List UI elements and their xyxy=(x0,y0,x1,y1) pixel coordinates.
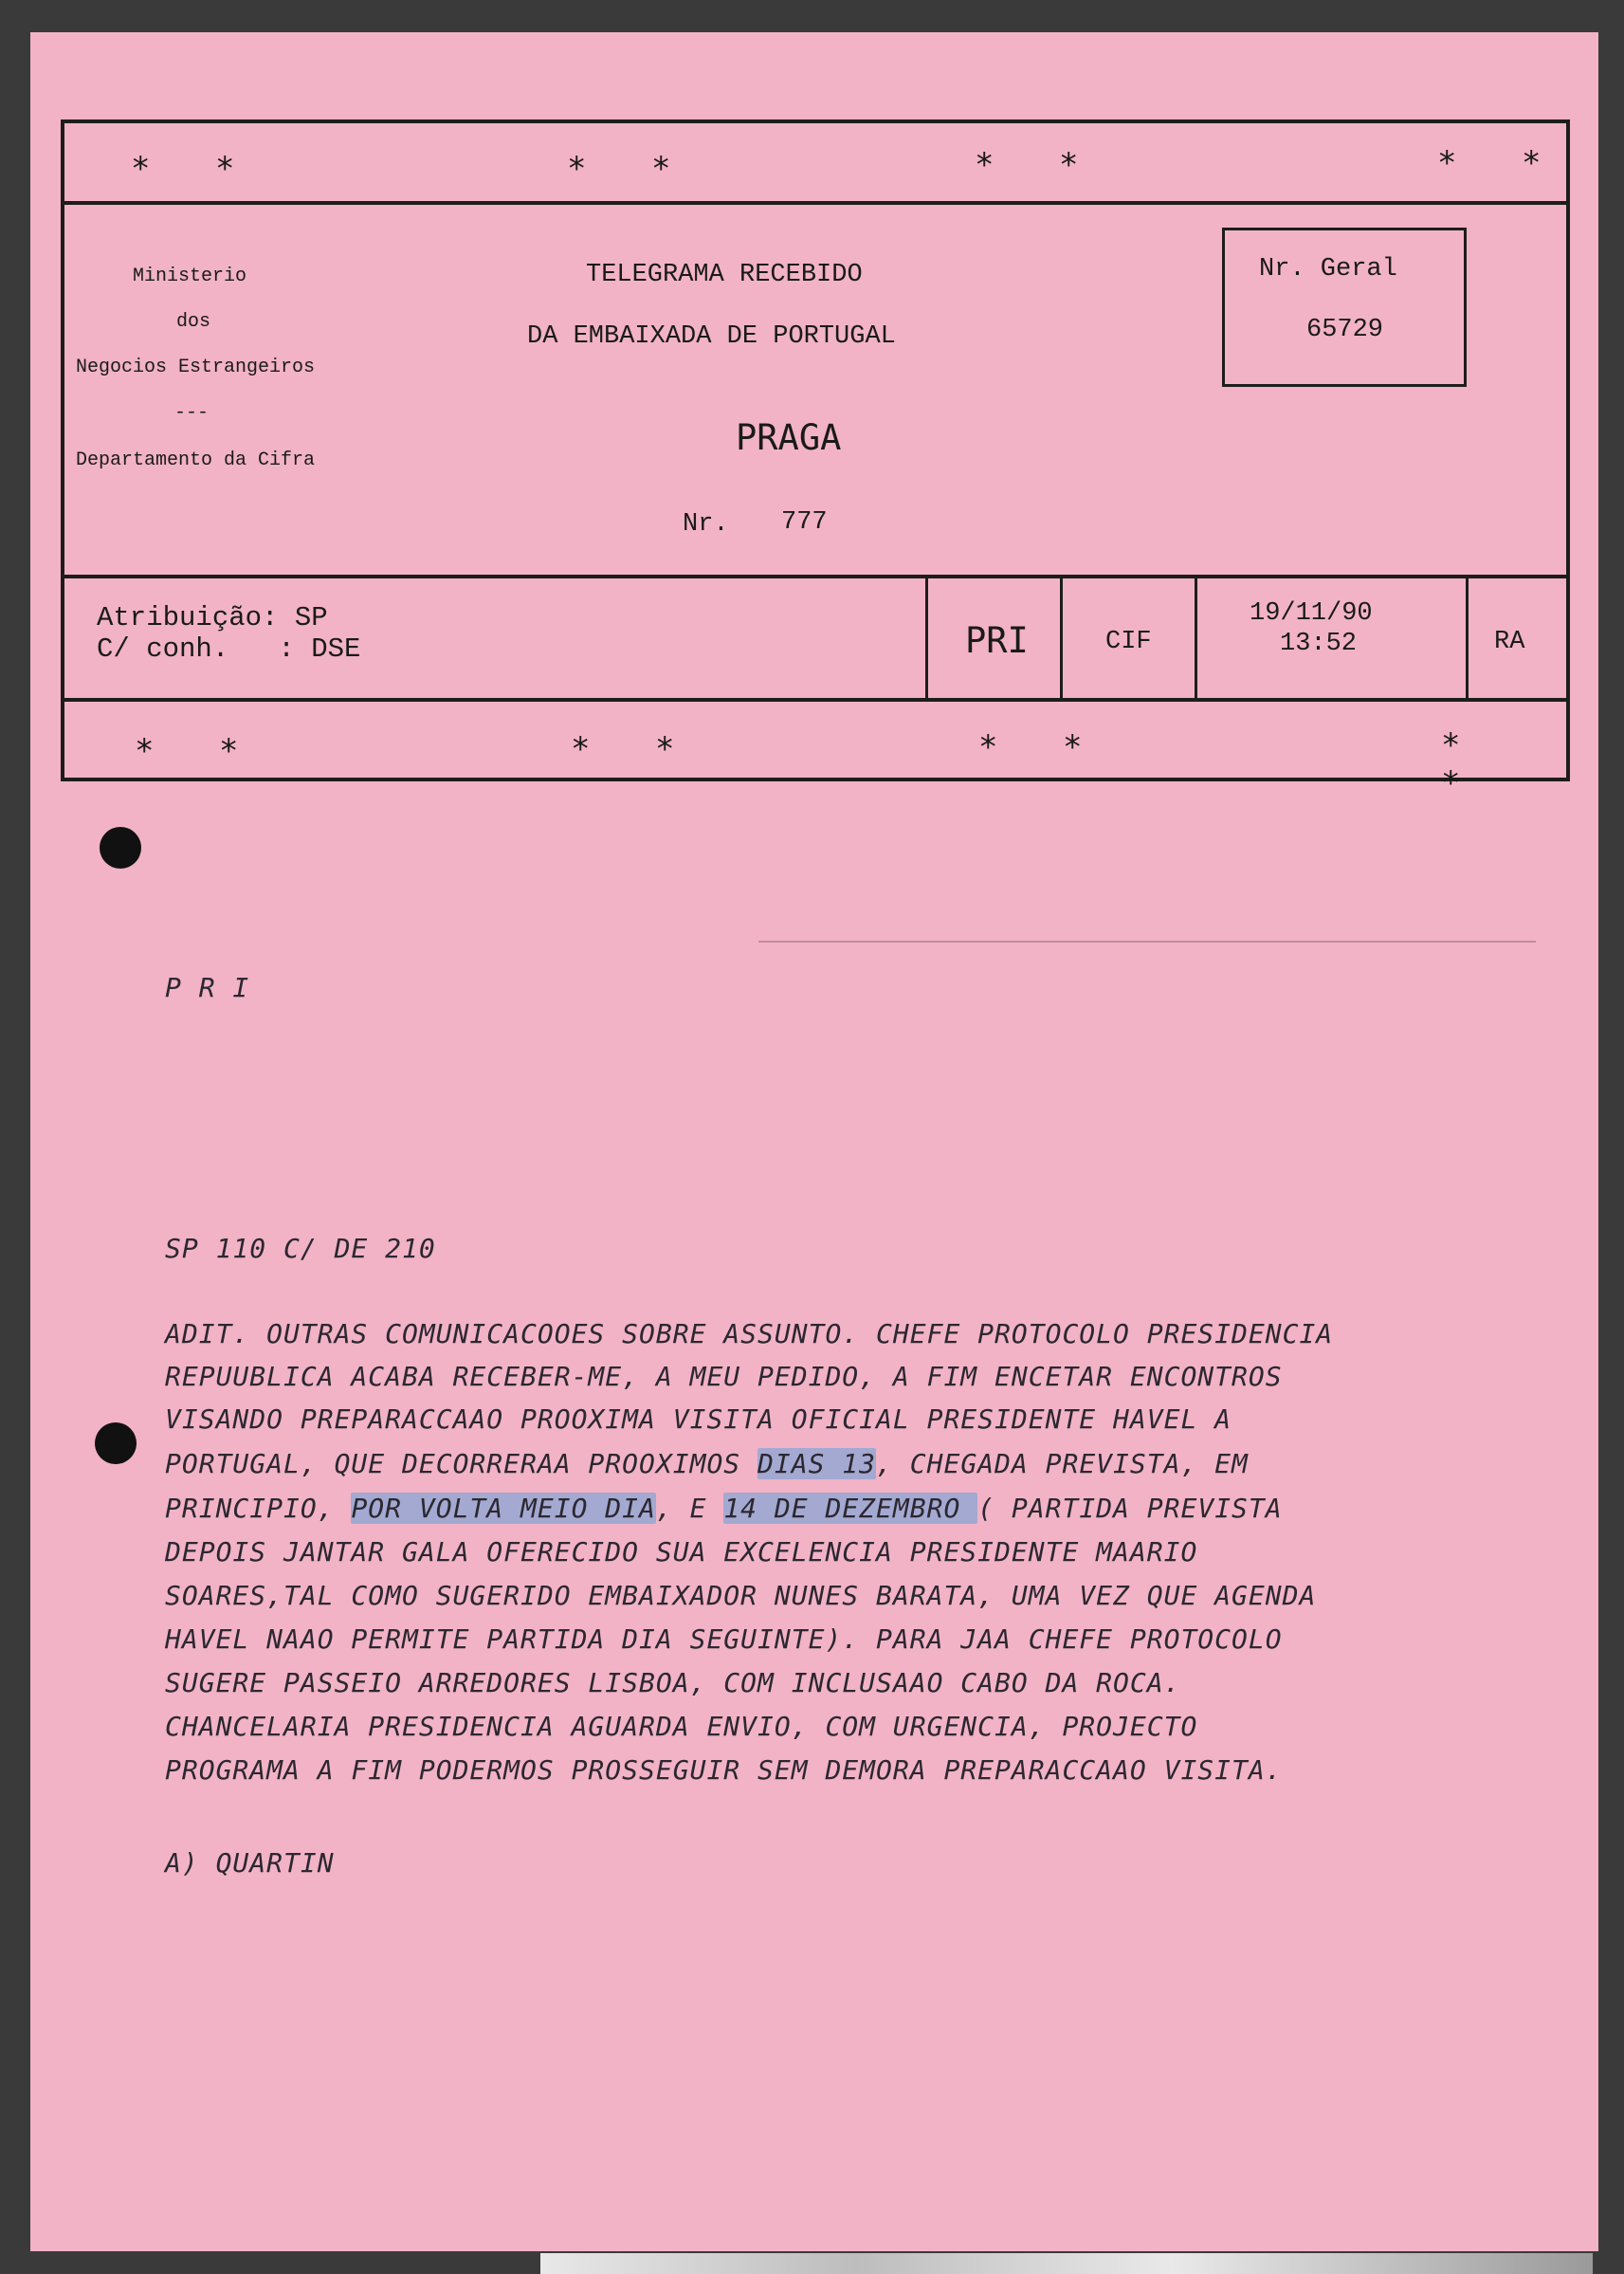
star-mark: * * xyxy=(1441,726,1484,802)
priority-line: P R I xyxy=(165,972,250,1003)
highlighted-text: 14 DE DEZEMBRO xyxy=(723,1493,978,1524)
punch-hole xyxy=(100,827,141,869)
faint-rule xyxy=(758,941,1536,943)
telegram-header-frame xyxy=(61,119,1570,802)
star-mark: * * xyxy=(135,732,262,770)
message-line: VISANDO PREPARACCAAO PROOXIMA VISITA OFICIAL PRESIDENTE HAVEL A xyxy=(165,1403,1232,1435)
routing-code: RA xyxy=(1494,628,1525,656)
star-mark: * * xyxy=(978,728,1105,766)
highlighted-text: POR VOLTA MEIO DIA xyxy=(351,1493,656,1524)
cipher-code: CIF xyxy=(1105,628,1152,656)
priority-code: PRI xyxy=(965,620,1029,661)
general-number: 65729 xyxy=(1306,316,1384,344)
message-line: PROGRAMA A FIM PODERMOS PROSSEGUIR SEM DEMORA PREPARACCAAO VISITA. xyxy=(165,1754,1283,1786)
message-line: PORTUGAL, QUE DECORRERAA PROOXIMOS DIAS 13, CHEGADA PREVISTA, EM xyxy=(165,1448,1249,1479)
attribution: Atribuição: SP xyxy=(97,602,328,633)
knowledge-copy: C/ conh. : DSE xyxy=(97,633,361,665)
message-line: DEPOIS JANTAR GALA OFERECIDO SUA EXCELENCIA PRESIDENTE MAARIO xyxy=(165,1536,1198,1568)
star-mark: * * xyxy=(131,150,258,188)
department-name: Departamento da Cifra xyxy=(76,449,316,471)
ministry-line: dos xyxy=(176,311,211,333)
ministry-line: Ministerio xyxy=(133,266,247,287)
message-line: CHANCELARIA PRESIDENCIA AGUARDA ENVIO, COM URGENCIA, PROJECTO xyxy=(165,1711,1198,1742)
highlighted-text: DIAS 13 xyxy=(757,1448,877,1479)
signature: A) QUARTIN xyxy=(165,1847,335,1879)
received-time: 13:52 xyxy=(1280,630,1358,658)
message-line: SOARES,TAL COMO SUGERIDO EMBAIXADOR NUNES BARATA, UMA VEZ QUE AGENDA xyxy=(165,1580,1317,1611)
general-number-label: Nr. Geral xyxy=(1259,255,1397,284)
star-mark: * * xyxy=(567,150,694,188)
star-mark: * * xyxy=(975,146,1102,184)
scanner-edge xyxy=(540,2253,1593,2274)
ministry-line: --- xyxy=(174,402,210,424)
city-name: PRAGA xyxy=(736,417,842,458)
telegram-number-label: Nr. xyxy=(683,510,729,539)
star-mark: * * xyxy=(571,730,698,768)
telegram-title: TELEGRAMA RECEBIDO xyxy=(586,261,863,289)
general-number-box xyxy=(1222,228,1467,387)
message-line: HAVEL NAAO PERMITE PARTIDA DIA SEGUINTE). PARA JAA CHEFE PROTOCOLO xyxy=(165,1623,1283,1655)
message-line: SUGERE PASSEIO ARREDORES LISBOA, COM INCLUSAAO CABO DA ROCA. xyxy=(165,1667,1181,1698)
ministry-line: Negocios Estrangeiros xyxy=(76,357,316,378)
embassy-title: DA EMBAIXADA DE PORTUGAL xyxy=(527,322,896,351)
telegram-number: 777 xyxy=(781,508,828,537)
message-line: ADIT. OUTRAS COMUNICACOOES SOBRE ASSUNTO. CHEFE PROTOCOLO PRESIDENCIA xyxy=(165,1318,1334,1349)
star-mark: * * xyxy=(1437,144,1564,182)
message-line: PRINCIPIO, POR VOLTA MEIO DIA, E 14 DE DEZEMBRO ( PARTIDA PREVISTA xyxy=(165,1493,1283,1524)
received-date: 19/11/90 xyxy=(1250,599,1373,628)
reference-line: SP 110 C/ DE 210 xyxy=(165,1233,436,1264)
message-line: REPUUBLICA ACABA RECEBER-ME, A MEU PEDIDO, A FIM ENCETAR ENCONTROS xyxy=(165,1361,1283,1392)
punch-hole xyxy=(95,1422,137,1464)
